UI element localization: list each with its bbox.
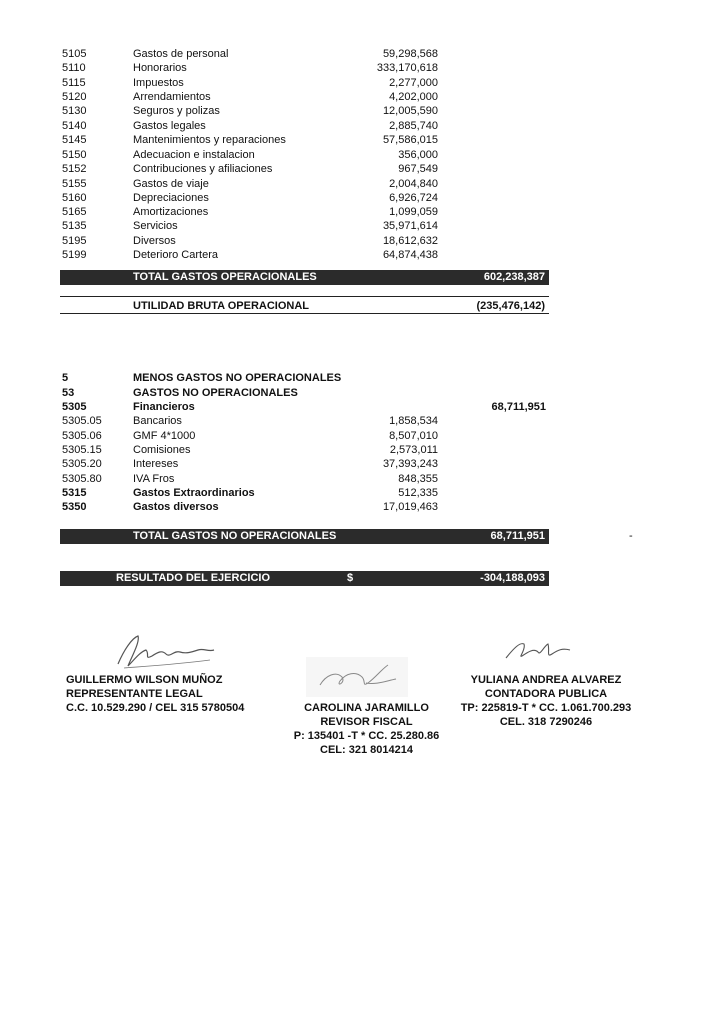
account-code: 5155: [62, 178, 87, 190]
account-code: 5305.15: [62, 444, 102, 456]
divider-top: [60, 296, 549, 297]
account-code: 5350: [62, 501, 87, 513]
account-code: 5145: [62, 134, 87, 146]
table-row: [0, 119, 702, 133]
account-amount: 57,586,015: [382, 134, 438, 146]
table-row: [0, 429, 702, 443]
table-row: [0, 104, 702, 118]
table-row: [0, 500, 702, 514]
account-desc: Gastos diversos: [133, 501, 219, 513]
signer-role: REVISOR FISCAL: [320, 716, 413, 728]
account-code: 5140: [62, 120, 87, 132]
account-desc: GMF 4*1000: [133, 430, 196, 442]
table-row: [0, 47, 702, 61]
account-code: 5315: [62, 487, 87, 499]
account-desc: Honorarios: [133, 62, 187, 74]
account-amount: 1,858,534: [389, 415, 438, 427]
account-desc: Intereses: [133, 458, 179, 470]
account-desc: IVA Fros: [133, 473, 175, 485]
signature-right: [451, 673, 641, 729]
signer-id: TP: 225819-T * CC. 1.061.700.293: [460, 702, 632, 714]
signer-role: CONTADORA PUBLICA: [484, 688, 608, 700]
signer-name: GUILLERMO WILSON MUÑOZ: [66, 674, 223, 686]
account-code: 5305.06: [62, 430, 102, 442]
account-code: 5120: [62, 91, 87, 103]
account-desc: Deterioro Cartera: [133, 249, 218, 261]
table-row: [0, 457, 702, 471]
total-non-operational-value: 68,711,951: [490, 530, 545, 542]
account-desc: Contribuciones y afiliaciones: [133, 163, 273, 175]
account-code: 53: [62, 387, 75, 399]
account-code: 5150: [62, 149, 87, 161]
account-amount: 2,004,840: [389, 178, 438, 190]
account-amount: 967,549: [398, 163, 438, 175]
account-amount: 37,393,243: [382, 458, 438, 470]
account-total: 68,711,951: [491, 401, 546, 413]
account-amount: 512,335: [398, 487, 438, 499]
account-desc: Arrendamientos: [133, 91, 211, 103]
account-desc: Financieros: [133, 401, 195, 413]
account-desc: Amortizaciones: [133, 206, 209, 218]
account-code: 5305.05: [62, 415, 102, 427]
account-desc: Gastos legales: [133, 120, 206, 132]
account-desc: Bancarios: [133, 415, 182, 427]
account-amount: 6,926,724: [389, 192, 438, 204]
account-amount: 64,874,438: [382, 249, 438, 261]
table-row: [0, 205, 702, 219]
account-amount: 2,885,740: [389, 120, 438, 132]
table-row: [0, 248, 702, 262]
gross-profit-value: (235,476,142): [476, 300, 545, 312]
total-operational-label: TOTAL GASTOS OPERACIONALES: [133, 271, 317, 283]
account-amount: 2,277,000: [389, 77, 438, 89]
account-amount: 2,573,011: [389, 444, 438, 456]
account-code: 5305: [62, 401, 87, 413]
result-currency: $: [347, 572, 354, 584]
signature-right-image: [500, 634, 580, 668]
account-amount: 356,000: [398, 149, 438, 161]
table-row: [0, 219, 702, 233]
table-row: [0, 177, 702, 191]
account-desc: Gastos de personal: [133, 48, 229, 60]
account-code: 5130: [62, 105, 87, 117]
account-code: 5195: [62, 235, 87, 247]
result-bar: [60, 571, 549, 586]
account-code: 5: [62, 372, 69, 384]
table-row: [0, 191, 702, 205]
table-row: [0, 162, 702, 176]
account-code: 5110: [62, 62, 86, 74]
account-desc: Comisiones: [133, 444, 191, 456]
signer-id: P: 135401 -T * CC. 25.280.86: [293, 730, 440, 742]
signer-cel: CEL. 318 7290246: [499, 716, 593, 728]
account-code: 5105: [62, 48, 87, 60]
gross-profit-label: UTILIDAD BRUTA OPERACIONAL: [133, 300, 309, 312]
signature-left: [66, 673, 244, 715]
signature-middle-image: [306, 657, 408, 697]
signer-cel: CEL: 321 8014214: [320, 744, 413, 756]
section-header: [0, 371, 702, 385]
account-amount: 35,971,614: [382, 220, 438, 232]
table-row: [0, 76, 702, 90]
account-amount: 1,099,059: [389, 206, 438, 218]
signature-middle: [287, 701, 446, 757]
signature-left-image: [110, 630, 220, 672]
total-operational-bar: [60, 270, 549, 285]
total-non-operational-label: TOTAL GASTOS NO OPERACIONALES: [133, 530, 337, 542]
table-row: [0, 61, 702, 75]
account-desc: Seguros y polizas: [133, 105, 220, 117]
table-row: [0, 133, 702, 147]
account-code: 5305.20: [62, 458, 102, 470]
trailing-dash: -: [629, 530, 633, 542]
divider-bottom: [60, 313, 549, 314]
account-code: 5165: [62, 206, 87, 218]
table-row: [0, 90, 702, 104]
account-amount: 18,612,632: [382, 235, 438, 247]
table-row: [0, 148, 702, 162]
table-row: [0, 414, 702, 428]
total-operational-value: 602,238,387: [483, 271, 545, 283]
account-desc: Diversos: [133, 235, 176, 247]
account-desc: Servicios: [133, 220, 178, 232]
account-desc: GASTOS NO OPERACIONALES: [133, 387, 298, 399]
account-amount: 4,202,000: [389, 91, 438, 103]
account-code: 5152: [62, 163, 87, 175]
account-desc: MENOS GASTOS NO OPERACIONALES: [133, 372, 342, 384]
signer-name: YULIANA ANDREA ALVAREZ: [470, 674, 622, 686]
signer-name: CAROLINA JARAMILLO: [304, 702, 429, 714]
total-non-operational-bar: [60, 529, 549, 544]
table-row: [0, 443, 702, 457]
account-code: 5135: [62, 220, 87, 232]
account-amount: 333,170,618: [376, 62, 438, 74]
section-header: [0, 386, 702, 400]
account-amount: 12,005,590: [382, 105, 438, 117]
result-value: -304,188,093: [480, 572, 545, 584]
account-desc: Depreciaciones: [133, 192, 209, 204]
account-code: 5115: [62, 77, 86, 89]
account-amount: 59,298,568: [382, 48, 438, 60]
account-desc: Adecuacion e instalacion: [133, 149, 255, 161]
account-desc: Gastos de viaje: [133, 178, 209, 190]
signer-id: C.C. 10.529.290 / CEL 315 5780504: [66, 702, 245, 714]
account-code: 5305.80: [62, 473, 102, 485]
table-row: [0, 234, 702, 248]
table-row: [0, 486, 702, 500]
section-header: [0, 400, 702, 414]
account-amount: 17,019,463: [382, 501, 438, 513]
account-code: 5199: [62, 249, 87, 261]
account-code: 5160: [62, 192, 87, 204]
account-amount: 848,355: [398, 473, 438, 485]
signer-role: REPRESENTANTE LEGAL: [66, 688, 203, 700]
account-desc: Impuestos: [133, 77, 184, 89]
account-desc: Mantenimientos y reparaciones: [133, 134, 286, 146]
gross-profit-row: [0, 299, 702, 313]
account-amount: 8,507,010: [389, 430, 438, 442]
table-row: [0, 472, 702, 486]
account-desc: Gastos Extraordinarios: [133, 487, 255, 499]
result-label: RESULTADO DEL EJERCICIO: [116, 572, 271, 584]
